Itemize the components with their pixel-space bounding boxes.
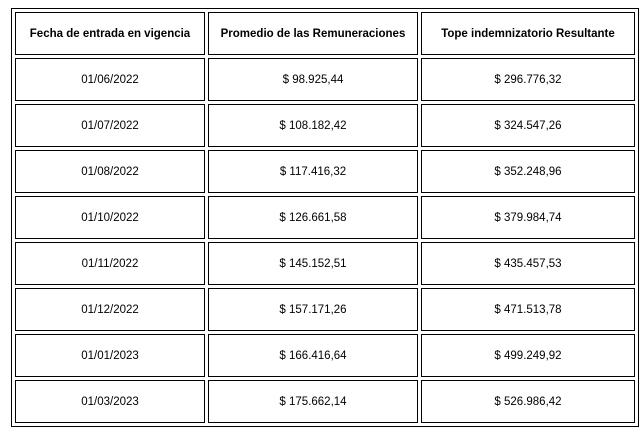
cell-promedio: $ 166.416,64: [208, 334, 418, 377]
cell-promedio: $ 98.925,44: [208, 58, 418, 101]
cell-fecha: 01/07/2022: [15, 104, 205, 147]
cell-tope: $ 296.776,32: [421, 58, 635, 101]
cell-promedio: $ 126.661,58: [208, 196, 418, 239]
cell-promedio: $ 157.171,26: [208, 288, 418, 331]
cell-fecha: 01/03/2023: [15, 380, 205, 423]
table-row: [15, 104, 635, 147]
cell-tope: $ 526.986,42: [421, 380, 635, 423]
cell-promedio: $ 145.152,51: [208, 242, 418, 285]
cell-fecha: 01/11/2022: [15, 242, 205, 285]
cell-promedio: $ 117.416,32: [208, 150, 418, 193]
cell-fecha: 01/12/2022: [15, 288, 205, 331]
cell-promedio: $ 108.182,42: [208, 104, 418, 147]
table-row: [15, 380, 635, 423]
header-promedio: Promedio de las Remuneraciones: [208, 12, 418, 55]
table-row: [15, 196, 635, 239]
cell-fecha: 01/06/2022: [15, 58, 205, 101]
cell-promedio: $ 175.662,14: [208, 380, 418, 423]
table-row: [15, 242, 635, 285]
cell-fecha: 01/08/2022: [15, 150, 205, 193]
cell-fecha: 01/10/2022: [15, 196, 205, 239]
table-row: [15, 334, 635, 377]
header-row: [15, 12, 635, 55]
table-row: [15, 150, 635, 193]
cell-tope: $ 352.248,96: [421, 150, 635, 193]
cell-tope: $ 471.513,78: [421, 288, 635, 331]
cell-tope: $ 435.457,53: [421, 242, 635, 285]
header-fecha: Fecha de entrada en vigencia: [15, 12, 205, 55]
cell-fecha: 01/01/2023: [15, 334, 205, 377]
table-row: [15, 58, 635, 101]
cell-tope: $ 324.547,26: [421, 104, 635, 147]
cell-tope: $ 379.984,74: [421, 196, 635, 239]
cell-tope: $ 499.249,92: [421, 334, 635, 377]
tope-indemnizatorio-table: [11, 8, 639, 427]
table-row: [15, 288, 635, 331]
header-tope: Tope indemnizatorio Resultante: [421, 12, 635, 55]
